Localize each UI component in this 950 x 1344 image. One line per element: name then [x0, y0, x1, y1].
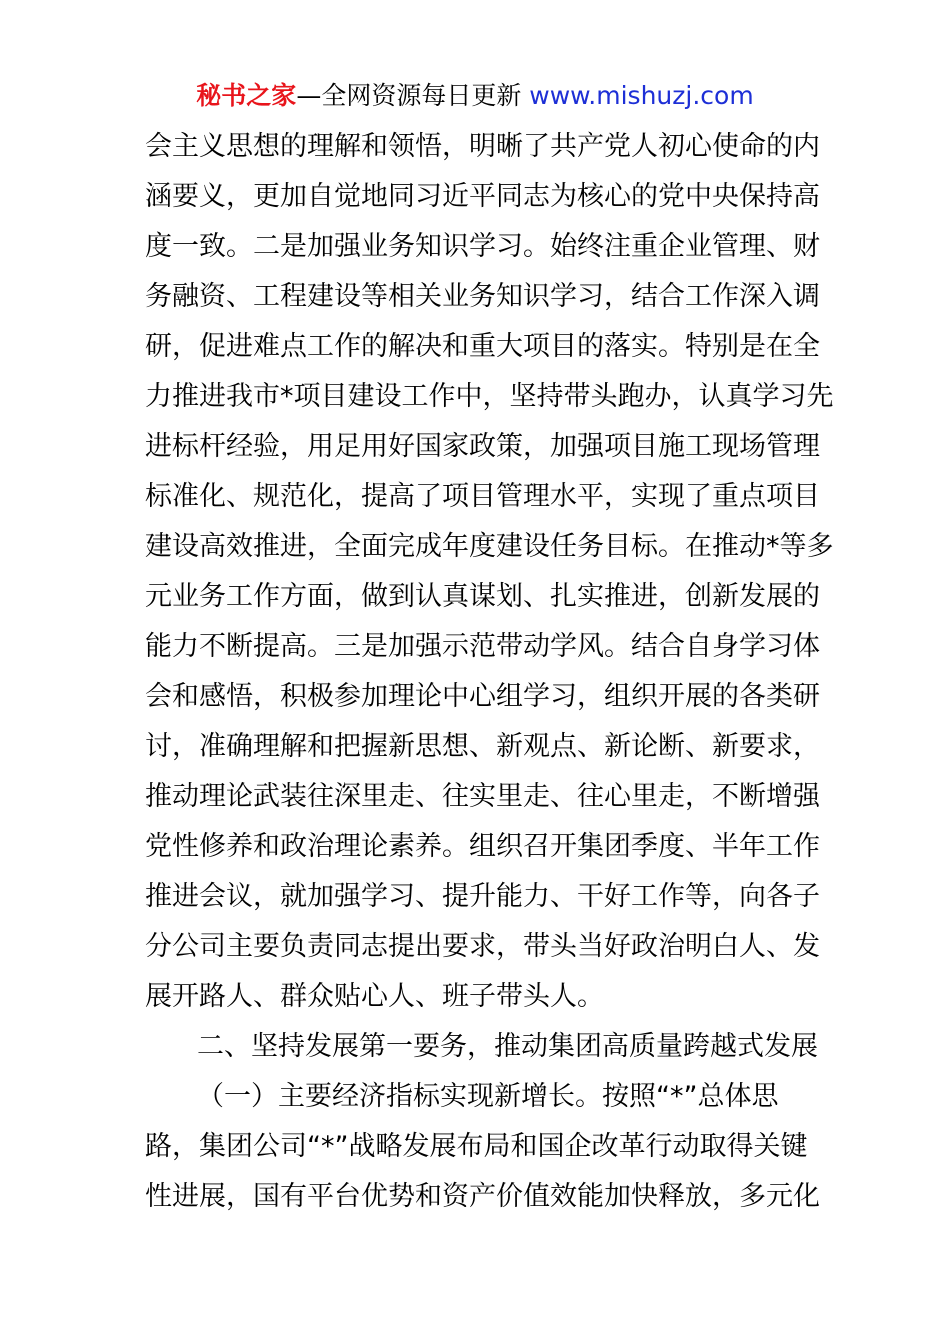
- body-line: 务融资、工程建设等相关业务知识学习，结合工作深入调: [145, 281, 820, 312]
- body-line: 能力不断提高。三是加强示范带动学风。结合自身学习体: [145, 631, 820, 662]
- body-line: 分公司主要负责同志提出要求，带头当好政治明白人、发: [145, 931, 820, 962]
- header-tagline: —全网资源每日更新: [296, 81, 530, 110]
- site-header: [0, 78, 950, 114]
- body-line: 建设高效推进，全面完成年度建设任务目标。在推动*等多: [145, 531, 834, 562]
- body-line: 会主义思想的理解和领悟，明晰了共产党人初心使命的内: [145, 131, 820, 162]
- brand-name: 秘书之家: [196, 81, 297, 110]
- body-line: 进标杆经验，用足用好国家政策，加强项目施工现场管理: [145, 431, 820, 462]
- site-url[interactable]: www.mishuzj.com: [529, 81, 754, 110]
- body-line: 涵要义，更加自觉地同习近平同志为核心的党中央保持高: [145, 181, 820, 212]
- body-line: 力推进我市*项目建设工作中，坚持带头跑办，认真学习先: [145, 381, 834, 412]
- body-line: 性进展，国有平台优势和资产价值效能加快释放，多元化: [145, 1181, 820, 1212]
- body-line: 讨，准确理解和把握新思想、新观点、新论断、新要求，: [145, 731, 820, 762]
- body-line: 党性修养和政治理论素养。组织召开集团季度、半年工作: [145, 831, 820, 862]
- subsection-heading-line: （一）主要经济指标实现新增长。按照“*”总体思: [197, 1081, 779, 1112]
- body-line: 路，集团公司“*”战略发展布局和国企改革行动取得关键: [145, 1131, 808, 1162]
- body-line: 展开路人、群众贴心人、班子带头人。: [145, 981, 604, 1012]
- body-line: 元业务工作方面，做到认真谋划、扎实推进，创新发展的: [145, 581, 820, 612]
- body-line: 推进会议，就加强学习、提升能力、干好工作等，向各子: [145, 881, 820, 912]
- body-line: 标准化、规范化，提高了项目管理水平，实现了重点项目: [145, 481, 820, 512]
- section-heading: 二、坚持发展第一要务，推动集团高质量跨越式发展: [197, 1031, 818, 1062]
- body-line: 研，促进难点工作的解决和重大项目的落实。特别是在全: [145, 331, 820, 362]
- body-line: 度一致。二是加强业务知识学习。始终注重企业管理、财: [145, 231, 820, 262]
- body-line: 推动理论武装往深里走、往实里走、往心里走，不断增强: [145, 781, 820, 812]
- body-line: 会和感悟，积极参加理论中心组学习，组织开展的各类研: [145, 681, 820, 712]
